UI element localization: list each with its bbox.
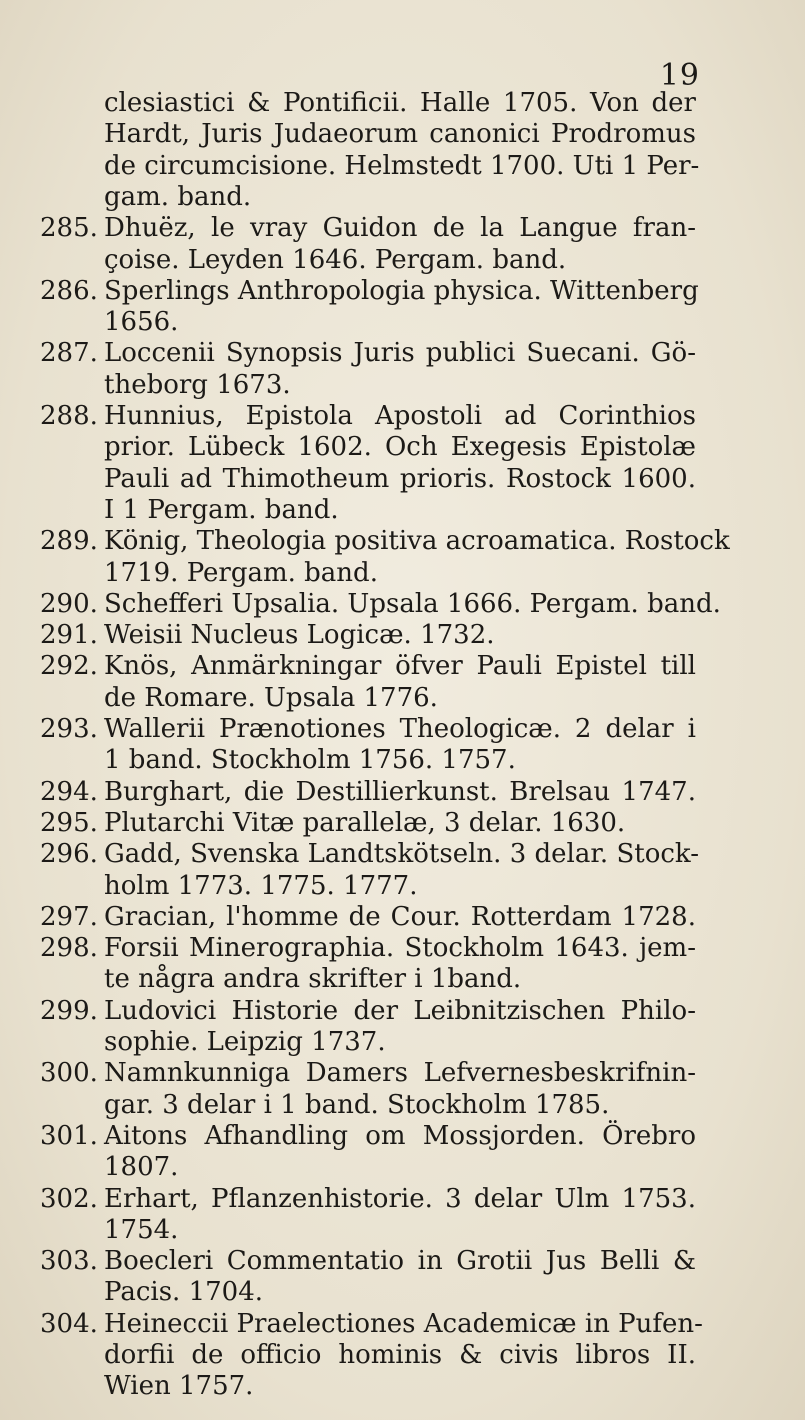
- text-line: Sperlings Anthropologia physica. Wittenberg: [104, 276, 699, 306]
- text-line: clesiastici & Pontificii. Halle 1705. Von der: [104, 88, 696, 118]
- text-line: Pauli ad Thimotheum prioris. Rostock 1600.: [104, 464, 696, 494]
- text-line: Dhuëz, le vray Guidon de la Langue fran-: [104, 213, 696, 243]
- entry-number: 289.: [40, 526, 98, 556]
- text-line: de Romare. Upsala 1776.: [104, 683, 438, 713]
- entry-number: 293.: [40, 714, 98, 744]
- text-line: Plutarchi Vitæ parallelæ, 3 delar. 1630.: [104, 808, 626, 838]
- text-line: theborg 1673.: [104, 370, 291, 400]
- text-line: Pacis. 1704.: [104, 1277, 264, 1307]
- text-line: 1807.: [104, 1152, 179, 1182]
- entry-number: 292.: [40, 651, 98, 681]
- entry-number: 303.: [40, 1246, 98, 1276]
- text-line: Wien 1757.: [104, 1371, 254, 1401]
- entry-number: 291.: [40, 620, 98, 650]
- text-line: König, Theologia positiva acroamatica. Rostock: [104, 526, 730, 556]
- text-line: holm 1773. 1775. 1777.: [104, 871, 418, 901]
- text-line: Boecleri Commentatio in Grotii Jus Belli &: [104, 1246, 696, 1276]
- text-line: gar. 3 delar i 1 band. Stockholm 1785.: [104, 1090, 610, 1120]
- text-line: te några andra skrifter i 1band.: [104, 964, 522, 994]
- text-line: Aitons Afhandling om Mossjorden. Örebro: [104, 1121, 696, 1151]
- entry-number: 301.: [40, 1121, 98, 1151]
- entry-number: 298.: [40, 933, 98, 963]
- page-number: 19: [659, 58, 700, 93]
- entry-number: 287.: [40, 338, 98, 368]
- text-line: dorfii de officio hominis & civis libros II.: [104, 1340, 696, 1370]
- text-line: Forsii Minerographia. Stockholm 1643. jem-: [104, 933, 696, 963]
- text-line: Wallerii Prænotiones Theologicæ. 2 delar i: [104, 714, 696, 744]
- text-line: Erhart, Pflanzenhistorie. 3 delar Ulm 1753.: [104, 1184, 696, 1214]
- entry-number: 290.: [40, 589, 98, 619]
- text-line: sophie. Leipzig 1737.: [104, 1027, 386, 1057]
- text-line: 1 band. Stockholm 1756. 1757.: [104, 745, 516, 775]
- text-line: Loccenii Synopsis Juris publici Suecani. Gö-: [104, 338, 696, 368]
- entry-number: 304.: [40, 1309, 98, 1339]
- entry-number: 285.: [40, 213, 98, 243]
- text-line: çoise. Leyden 1646. Pergam. band.: [104, 245, 567, 275]
- text-line: Hardt, Juris Judaeorum canonici Prodromus: [104, 119, 696, 149]
- text-line: de circumcisione. Helmstedt 1700. Uti 1 Per-: [104, 151, 700, 181]
- text-line: Gracian, l'homme de Cour. Rotterdam 1728.: [104, 902, 696, 932]
- text-line: Knös, Anmärkningar öfver Pauli Epistel till: [104, 651, 696, 681]
- text-line: Burghart, die Destillierkunst. Brelsau 1747.: [104, 777, 696, 807]
- text-line: Namnkunniga Damers Lefvernesbeskrifnin-: [104, 1058, 696, 1088]
- entry-number: 286.: [40, 276, 98, 306]
- text-line: prior. Lübeck 1602. Och Exegesis Epistolæ: [104, 432, 696, 462]
- text-line: 1754.: [104, 1215, 179, 1245]
- text-line: 1719. Pergam. band.: [104, 558, 378, 588]
- text-line: 1656.: [104, 307, 179, 337]
- text-line: Heineccii Praelectiones Academicæ in Pufen-: [104, 1309, 703, 1339]
- text-line: Gadd, Svenska Landtskötseln. 3 delar. Stock-: [104, 839, 700, 869]
- entry-number: 294.: [40, 777, 98, 807]
- entry-number: 299.: [40, 996, 98, 1026]
- text-line: Hunnius, Epistola Apostoli ad Corinthios: [104, 401, 696, 431]
- entry-number: 296.: [40, 839, 98, 869]
- text-line: Ludovici Historie der Leibnitzischen Philo-: [104, 996, 696, 1026]
- entry-number: 295.: [40, 808, 98, 838]
- entry-number: 288.: [40, 401, 98, 431]
- entry-number: 300.: [40, 1058, 98, 1088]
- entry-number: 302.: [40, 1184, 98, 1214]
- text-line: Weisii Nucleus Logicæ. 1732.: [104, 620, 495, 650]
- text-line: gam. band.: [104, 182, 252, 212]
- text-line: Schefferi Upsalia. Upsala 1666. Pergam. band.: [104, 589, 721, 619]
- text-line: I 1 Pergam. band.: [104, 495, 339, 525]
- entry-number: 297.: [40, 902, 98, 932]
